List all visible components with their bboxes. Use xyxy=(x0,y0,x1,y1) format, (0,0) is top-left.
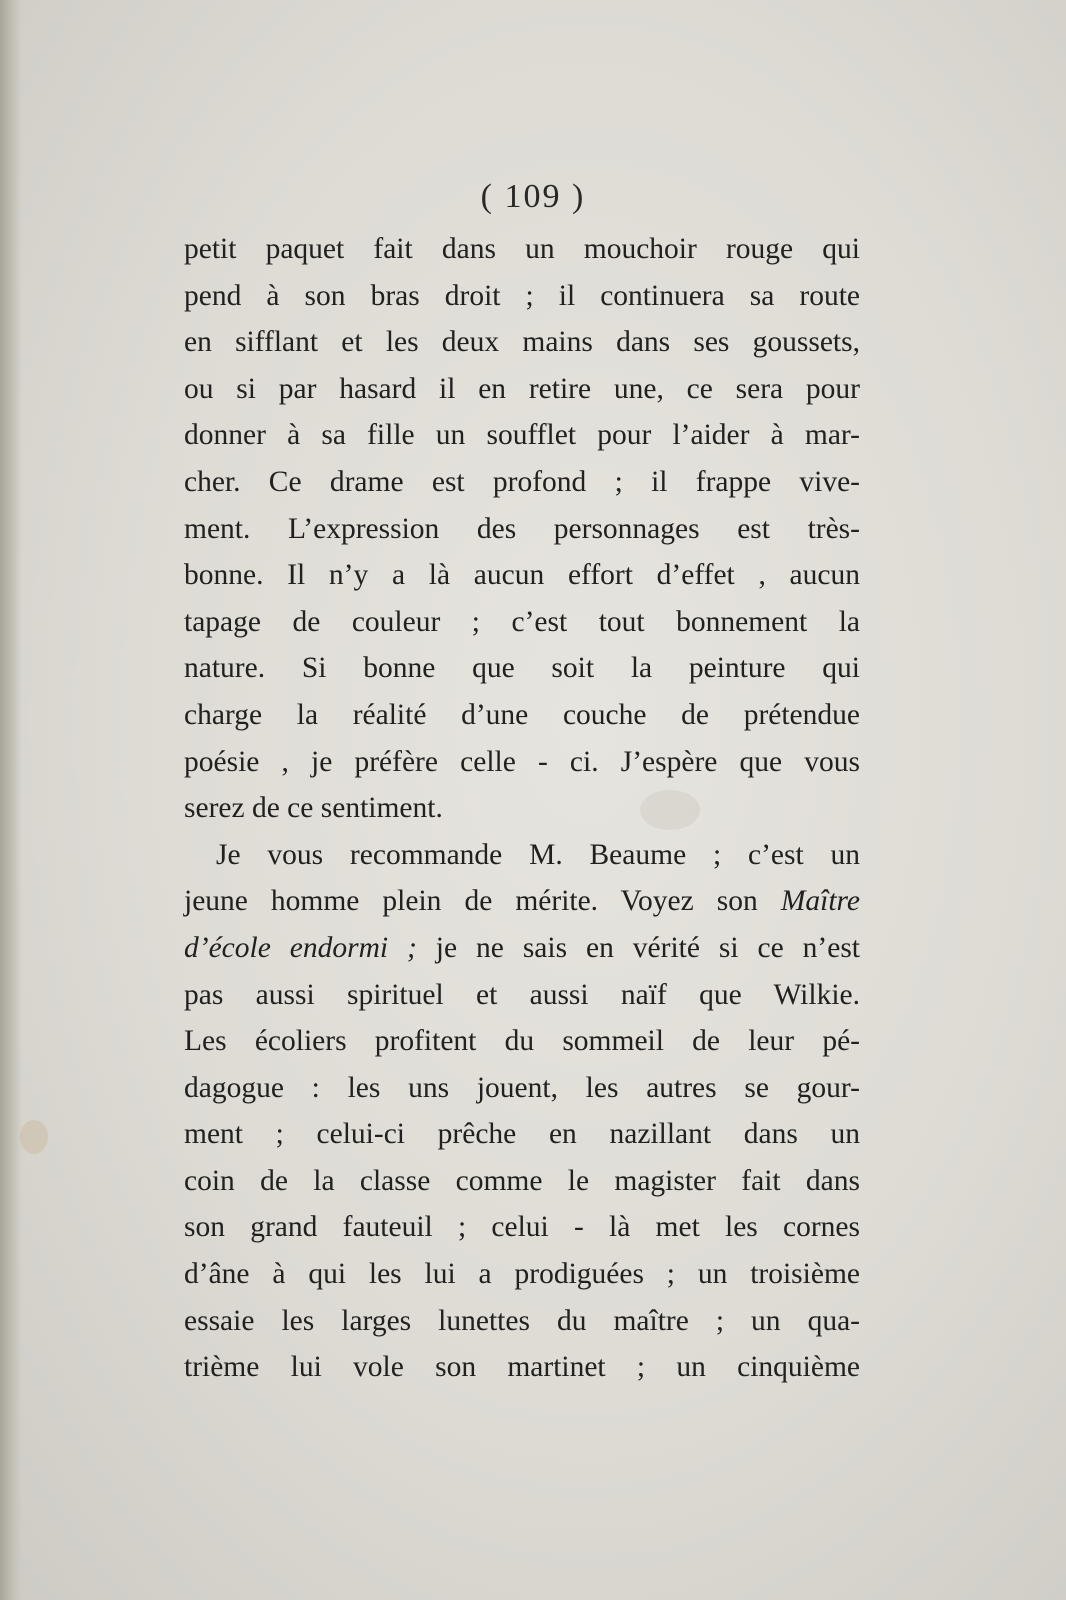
text-line xyxy=(184,878,860,925)
page-number: ( 109 ) xyxy=(480,178,586,215)
text-line: serez de ce sentiment. xyxy=(184,792,443,825)
body-text xyxy=(184,226,860,1391)
text-line xyxy=(184,925,860,972)
text-line: dagogue : les uns jouent, les autres se gour- xyxy=(184,1071,860,1104)
text-line: ment ; celui-ci prêche en nazillant dans un xyxy=(184,1118,860,1151)
text-span: je ne sais en vérité si ce n’est xyxy=(416,931,860,964)
text-line: cher. Ce drame est profond ; il frappe vive- xyxy=(184,465,860,498)
text-line: charge la réalité d’une couche de prétendue xyxy=(184,698,860,731)
paragraph-first-line: Je vous recommande M. Beaume ; c’est un xyxy=(216,838,860,871)
text-line: son grand fauteuil ; celui - là met les cornes xyxy=(184,1211,860,1244)
page-binding-edge xyxy=(0,0,22,1600)
paper-stain xyxy=(20,1120,48,1154)
text-line: trième lui vole son martinet ; un cinquième xyxy=(184,1351,860,1384)
text-line: pas aussi spirituel et aussi naïf que Wilkie. xyxy=(184,978,860,1011)
text-line: nature. Si bonne que soit la peinture qui xyxy=(184,652,860,685)
text-line: d’âne à qui les lui a prodiguées ; un troisième xyxy=(184,1258,860,1291)
text-line: poésie , je préfère celle - ci. J’espère que vous xyxy=(184,745,860,778)
text-line: pend à son bras droit ; il continuera sa route xyxy=(184,279,860,312)
text-line: en sifflant et les deux mains dans ses goussets, xyxy=(184,326,860,359)
italic-title: Maître xyxy=(780,885,861,918)
text-line: ment. L’expression des personnages est très- xyxy=(184,512,860,545)
text-line: essaie les larges lunettes du maître ; un qua- xyxy=(184,1304,860,1337)
text-line: bonne. Il n’y a là aucun effort d’effet , aucun xyxy=(184,559,860,592)
text-span: jeune homme plein de mérite. Voyez son xyxy=(184,885,758,918)
text-line: donner à sa fille un soufflet pour l’aider à mar- xyxy=(184,419,860,452)
text-line: ou si par hasard il en retire une, ce sera pour xyxy=(184,372,860,405)
text-line: petit paquet fait dans un mouchoir rouge qui xyxy=(184,233,860,265)
italic-title: d’école endormi ; xyxy=(184,931,417,964)
text-line: coin de la classe comme le magister fait dans xyxy=(184,1164,860,1197)
text-line: tapage de couleur ; c’est tout bonnement la xyxy=(184,605,860,638)
text-line: Les écoliers profitent du sommeil de leur pé- xyxy=(184,1025,860,1058)
